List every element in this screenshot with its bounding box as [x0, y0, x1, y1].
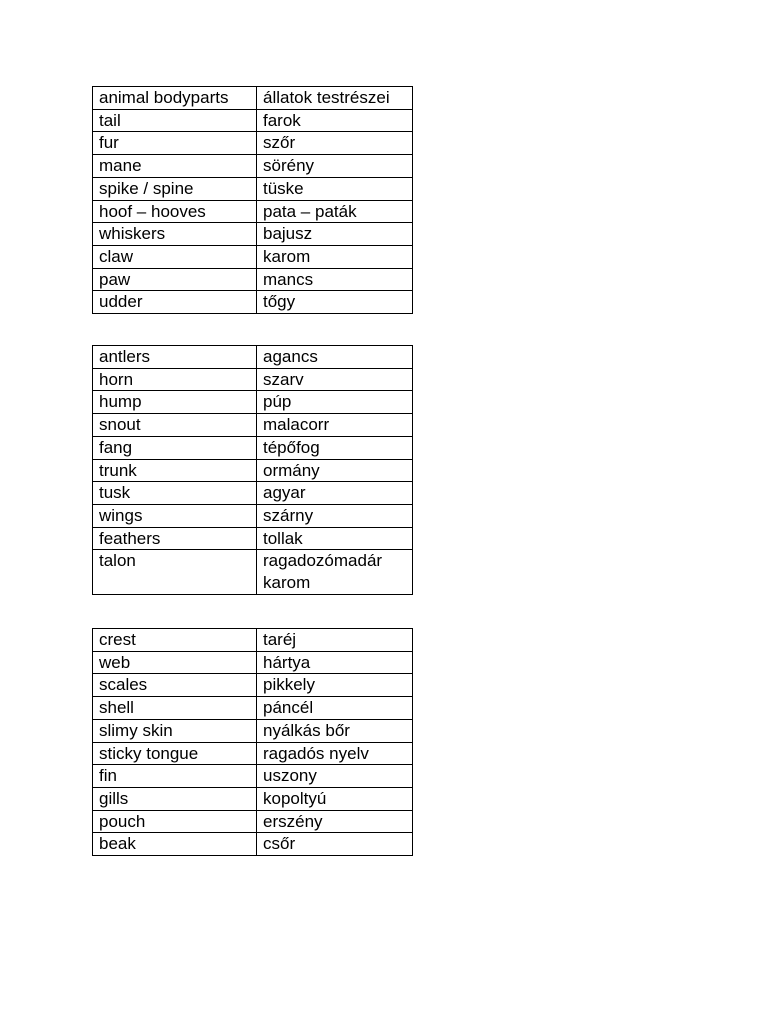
table-row [93, 833, 413, 856]
english-term: fin [93, 765, 257, 788]
hungarian-term: tőgy [257, 291, 413, 314]
english-term: fang [93, 436, 257, 459]
english-term: mane [93, 155, 257, 178]
english-term: udder [93, 291, 257, 314]
table-row [93, 651, 413, 674]
hungarian-term: tollak [257, 527, 413, 550]
english-term: sticky tongue [93, 742, 257, 765]
table-row [93, 391, 413, 414]
english-term: scales [93, 674, 257, 697]
english-term: crest [93, 629, 257, 652]
table-row [93, 550, 413, 594]
table-row [93, 765, 413, 788]
english-term: whiskers [93, 223, 257, 246]
english-term: trunk [93, 459, 257, 482]
hungarian-term: tépőfog [257, 436, 413, 459]
table-row [93, 436, 413, 459]
english-term: claw [93, 245, 257, 268]
hungarian-term: bajusz [257, 223, 413, 246]
vocab-table-skin-fins [92, 628, 413, 856]
english-term: wings [93, 504, 257, 527]
english-term: gills [93, 787, 257, 810]
english-term: slimy skin [93, 719, 257, 742]
hungarian-term: kopoltyú [257, 787, 413, 810]
hungarian-term: nyálkás bőr [257, 719, 413, 742]
table-row [93, 132, 413, 155]
english-term: shell [93, 697, 257, 720]
english-term: paw [93, 268, 257, 291]
table-row [93, 629, 413, 652]
table-row [93, 482, 413, 505]
hungarian-term: csőr [257, 833, 413, 856]
hungarian-term: erszény [257, 810, 413, 833]
table-row [93, 504, 413, 527]
hungarian-term: tüske [257, 177, 413, 200]
table-row [93, 674, 413, 697]
table-row [93, 414, 413, 437]
english-term: hump [93, 391, 257, 414]
table-row [93, 109, 413, 132]
table-row [93, 177, 413, 200]
hungarian-term: szarv [257, 368, 413, 391]
english-term: antlers [93, 346, 257, 369]
table-row [93, 155, 413, 178]
table-row [93, 697, 413, 720]
table-row [93, 200, 413, 223]
table-row [93, 223, 413, 246]
table-row [93, 245, 413, 268]
hungarian-term: állatok testrészei [257, 87, 413, 110]
english-term: talon [93, 550, 257, 594]
english-term: tail [93, 109, 257, 132]
vocab-table-bodyparts [92, 86, 413, 314]
hungarian-term: ormány [257, 459, 413, 482]
english-term: beak [93, 833, 257, 856]
english-term: hoof – hooves [93, 200, 257, 223]
hungarian-term: taréj [257, 629, 413, 652]
vocab-table-horns-wings [92, 345, 413, 595]
table-row [93, 742, 413, 765]
english-term: tusk [93, 482, 257, 505]
hungarian-term: farok [257, 109, 413, 132]
hungarian-term: sörény [257, 155, 413, 178]
hungarian-term: szőr [257, 132, 413, 155]
table-row [93, 291, 413, 314]
hungarian-term: páncél [257, 697, 413, 720]
table-row [93, 810, 413, 833]
table-row [93, 87, 413, 110]
hungarian-term: szárny [257, 504, 413, 527]
hungarian-term: agyar [257, 482, 413, 505]
hungarian-term: karom [257, 245, 413, 268]
hungarian-term: mancs [257, 268, 413, 291]
english-term: fur [93, 132, 257, 155]
table-row [93, 368, 413, 391]
hungarian-term: pikkely [257, 674, 413, 697]
table-row [93, 268, 413, 291]
hungarian-term: púp [257, 391, 413, 414]
hungarian-term: hártya [257, 651, 413, 674]
english-term: animal bodyparts [93, 87, 257, 110]
hungarian-term: uszony [257, 765, 413, 788]
hungarian-term: malacorr [257, 414, 413, 437]
hungarian-term: ragadós nyelv [257, 742, 413, 765]
table-row [93, 787, 413, 810]
english-term: horn [93, 368, 257, 391]
hungarian-term: agancs [257, 346, 413, 369]
english-term: web [93, 651, 257, 674]
hungarian-term: pata – paták [257, 200, 413, 223]
english-term: feathers [93, 527, 257, 550]
hungarian-term: ragadozómadár karom [257, 550, 413, 594]
english-term: pouch [93, 810, 257, 833]
table-row [93, 459, 413, 482]
english-term: snout [93, 414, 257, 437]
table-row [93, 346, 413, 369]
english-term: spike / spine [93, 177, 257, 200]
table-row [93, 719, 413, 742]
table-row [93, 527, 413, 550]
